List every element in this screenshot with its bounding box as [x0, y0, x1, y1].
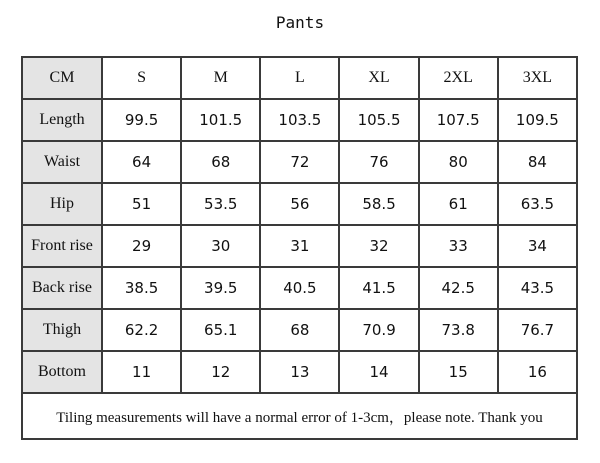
table-cell: 73.8	[419, 309, 498, 351]
table-cell: 51	[102, 183, 181, 225]
table-row	[22, 141, 577, 183]
table-row	[22, 351, 577, 393]
size-chart-body	[22, 99, 577, 393]
header-row	[22, 57, 577, 99]
table-cell: 63.5	[498, 183, 577, 225]
table-cell: 109.5	[498, 99, 577, 141]
table-cell: 34	[498, 225, 577, 267]
table-cell: 65.1	[181, 309, 260, 351]
table-cell: 64	[102, 141, 181, 183]
table-cell: 39.5	[181, 267, 260, 309]
table-cell: 15	[419, 351, 498, 393]
row-label: Thigh	[22, 309, 102, 351]
table-cell: 58.5	[339, 183, 418, 225]
table-cell: 101.5	[181, 99, 260, 141]
table-cell: 99.5	[102, 99, 181, 141]
table-cell: 84	[498, 141, 577, 183]
table-cell: 33	[419, 225, 498, 267]
table-cell: 42.5	[419, 267, 498, 309]
note-row	[22, 393, 577, 439]
table-cell: 43.5	[498, 267, 577, 309]
size-header-l: L	[260, 57, 339, 99]
note-text: Tiling measurements will have a normal error of 1-3cm，please note. Thank you	[22, 393, 577, 439]
row-label: Front rise	[22, 225, 102, 267]
row-label: Waist	[22, 141, 102, 183]
table-cell: 105.5	[339, 99, 418, 141]
table-cell: 30	[181, 225, 260, 267]
table-cell: 80	[419, 141, 498, 183]
page-title: Pants	[275, 13, 325, 32]
table-cell: 11	[102, 351, 181, 393]
table-cell: 68	[260, 309, 339, 351]
row-label: Hip	[22, 183, 102, 225]
table-cell: 76.7	[498, 309, 577, 351]
table-cell: 103.5	[260, 99, 339, 141]
table-cell: 32	[339, 225, 418, 267]
table-cell: 38.5	[102, 267, 181, 309]
table-row	[22, 183, 577, 225]
table-row	[22, 267, 577, 309]
table-cell: 62.2	[102, 309, 181, 351]
table-cell: 31	[260, 225, 339, 267]
table-cell: 72	[260, 141, 339, 183]
table-cell: 16	[498, 351, 577, 393]
size-header-xl: XL	[339, 57, 418, 99]
size-header-m: M	[181, 57, 260, 99]
table-cell: 14	[339, 351, 418, 393]
unit-header: CM	[22, 57, 102, 99]
table-row	[22, 99, 577, 141]
table-cell: 12	[181, 351, 260, 393]
size-header-s: S	[102, 57, 181, 99]
table-row	[22, 309, 577, 351]
row-label: Bottom	[22, 351, 102, 393]
table-cell: 41.5	[339, 267, 418, 309]
size-header-2xl: 2XL	[419, 57, 498, 99]
table-cell: 70.9	[339, 309, 418, 351]
table-cell: 107.5	[419, 99, 498, 141]
table-cell: 29	[102, 225, 181, 267]
size-chart-table	[21, 56, 578, 440]
row-label: Length	[22, 99, 102, 141]
table-cell: 76	[339, 141, 418, 183]
table-cell: 13	[260, 351, 339, 393]
table-cell: 56	[260, 183, 339, 225]
row-label: Back rise	[22, 267, 102, 309]
table-cell: 40.5	[260, 267, 339, 309]
size-header-3xl: 3XL	[498, 57, 577, 99]
table-cell: 61	[419, 183, 498, 225]
table-cell: 68	[181, 141, 260, 183]
table-cell: 53.5	[181, 183, 260, 225]
table-row	[22, 225, 577, 267]
